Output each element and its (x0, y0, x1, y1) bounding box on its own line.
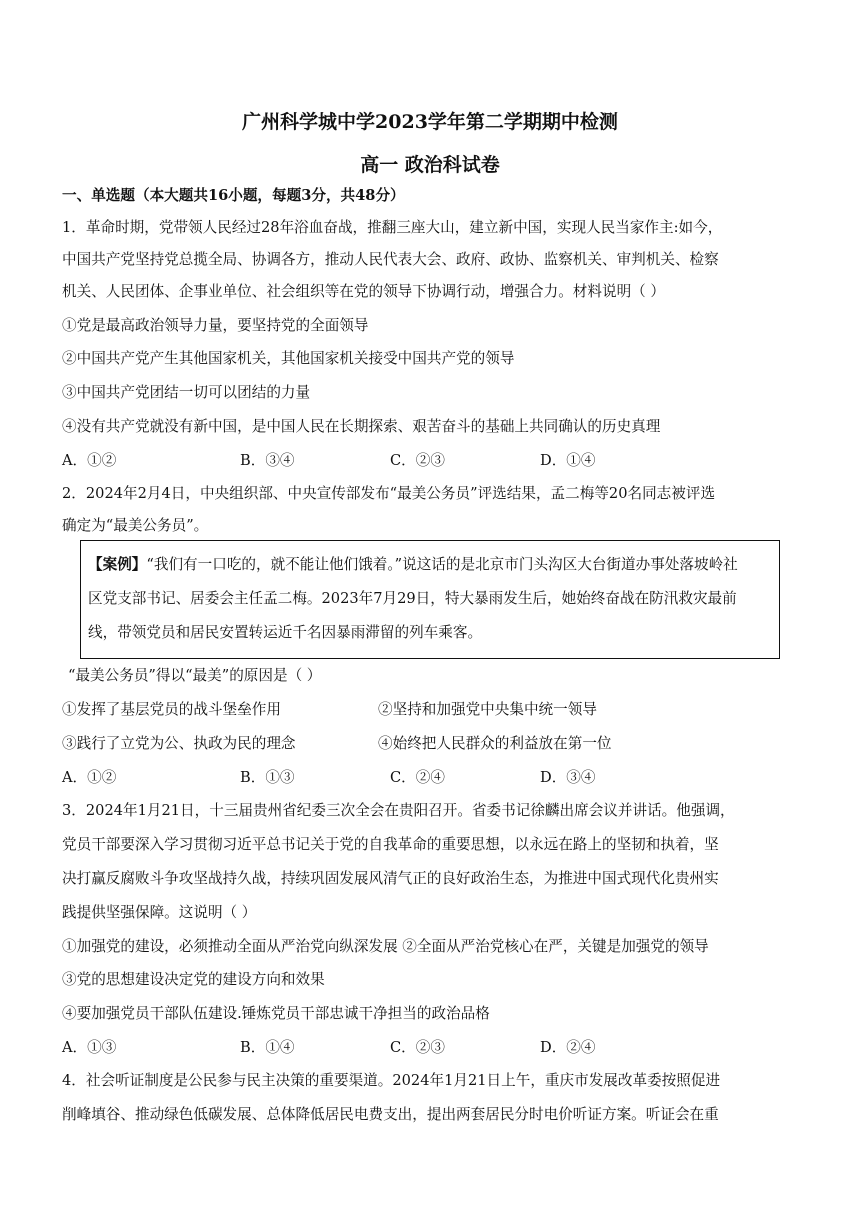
q1-stem-line: 中国共产党坚持党总揽全局、协调各方，推动人民代表大会、政府、政协、监察机关、审判机关、检察 (62, 251, 719, 268)
q2-stem-line: 2．2024年2月4日，中央组织部、中央宣传部发布“最美公务员”评选结果，孟二梅等20名同志被评选 (62, 485, 716, 502)
q2-statement: ④始终把人民群众的利益放在第一位 (378, 735, 612, 752)
q1-option-c[interactable]: C．②③ (390, 452, 445, 469)
q2-question: “最美公务员”得以“最美”的原因是（ ） (68, 667, 322, 684)
q3-stem-line: 决打赢反腐败斗争攻坚战持久战，持续巩固发展风清气正的良好政治生态，为推进中国式现代化贵州实 (62, 870, 719, 887)
q2-statement: ①发挥了基层党员的战斗堡垒作用 (62, 701, 281, 718)
q1-stem-line: 1．革命时期，党带领人民经过28年浴血奋战，推翻三座大山，建立新中国，实现人民当家作主:如今， (62, 219, 723, 236)
q2-statement: ③践行了立党为公、执政为民的理念 (62, 735, 296, 752)
case-text: “我们有一口吃的，就不能让他们饿着。”说这话的是北京市门头沟区大台街道办事处落坡岭社 (146, 556, 738, 573)
q4-stem-line: 削峰填谷、推动绿色低碳发展、总体降低居民电费支出，提出两套居民分时电价听证方案。听证会在重 (62, 1106, 719, 1123)
q4-stem-line: 4．社会听证制度是公民参与民主决策的重要渠道。2024年1月21日上午，重庆市发展改革委按照促进 (62, 1072, 721, 1089)
q3-stem-line: 践提供坚强保障。这说明（ ） (62, 904, 257, 921)
q3-option-d[interactable]: D．②④ (540, 1039, 596, 1056)
case-line (88, 555, 738, 575)
document-title: 广州科学城中学2023学年第二学期期中检测 (242, 111, 618, 133)
q3-option-a[interactable]: A．①③ (62, 1039, 117, 1056)
q2-statement: ②坚持和加强党中央集中统一领导 (378, 701, 597, 718)
q3-statement: ①加强党的建设，必须推动全面从严治党向纵深发展 ②全面从严治党核心在严，关键是加强党的领导 (62, 938, 709, 955)
q1-stem-line: 机关、人民团体、企事业单位、社会组织等在党的领导下协调行动，增强合力。材料说明（ ） (62, 283, 665, 300)
q3-stem-line: 党员干部要深入学习贯彻习近平总书记关于党的自我革命的重要思想，以永远在路上的坚韧和执着，坚 (62, 836, 719, 853)
document-subtitle: 高一 政治科试卷 (360, 154, 500, 176)
q2-option-a[interactable]: A．①② (62, 769, 117, 786)
q3-statement: ④要加强党员干部队伍建设.锤炼党员干部忠诚干净担当的政治品格 (62, 1005, 490, 1022)
q1-option-a[interactable]: A．①② (62, 452, 117, 469)
q2-option-d[interactable]: D．③④ (540, 769, 596, 786)
q2-stem-line: 确定为“最美公务员”。 (62, 517, 209, 534)
q1-statement: ③中国共产党团结一切可以团结的力量 (62, 384, 311, 401)
case-line: 区党支部书记、居委会主任孟二梅。2023年7月29日，特大暴雨发生后，她始终奋战在防汛救灾最前 (88, 590, 737, 607)
q3-statement: ③党的思想建设决定党的建设方向和效果 (62, 971, 325, 988)
q1-statement: ②中国共产党产生其他国家机关，其他国家机关接受中国共产党的领导 (62, 350, 515, 367)
q1-statement: ①党是最高政治领导力量，要坚持党的全面领导 (62, 317, 369, 334)
q3-stem-line: 3．2024年1月21日，十三届贵州省纪委三次全会在贵阳召开。省委书记徐麟出席会议并讲话。他强调， (62, 802, 735, 819)
q1-option-b[interactable]: B．③④ (240, 452, 295, 469)
q2-option-c[interactable]: C．②④ (390, 769, 445, 786)
case-label: 【案例】 (88, 556, 147, 573)
q1-statement: ④没有共产党就没有新中国，是中国人民在长期探索、艰苦奋斗的基础上共同确认的历史真理 (62, 418, 661, 435)
section-heading: 一、单选题（本大题共16小题，每题3分，共48分） (62, 187, 405, 204)
q3-option-b[interactable]: B．①④ (240, 1039, 295, 1056)
q3-option-c[interactable]: C．②③ (390, 1039, 445, 1056)
q2-option-b[interactable]: B．①③ (240, 769, 295, 786)
q1-option-d[interactable]: D．①④ (540, 452, 596, 469)
case-line: 线，带领党员和居民安置转运近千名因暴雨滞留的列车乘客。 (88, 624, 483, 641)
